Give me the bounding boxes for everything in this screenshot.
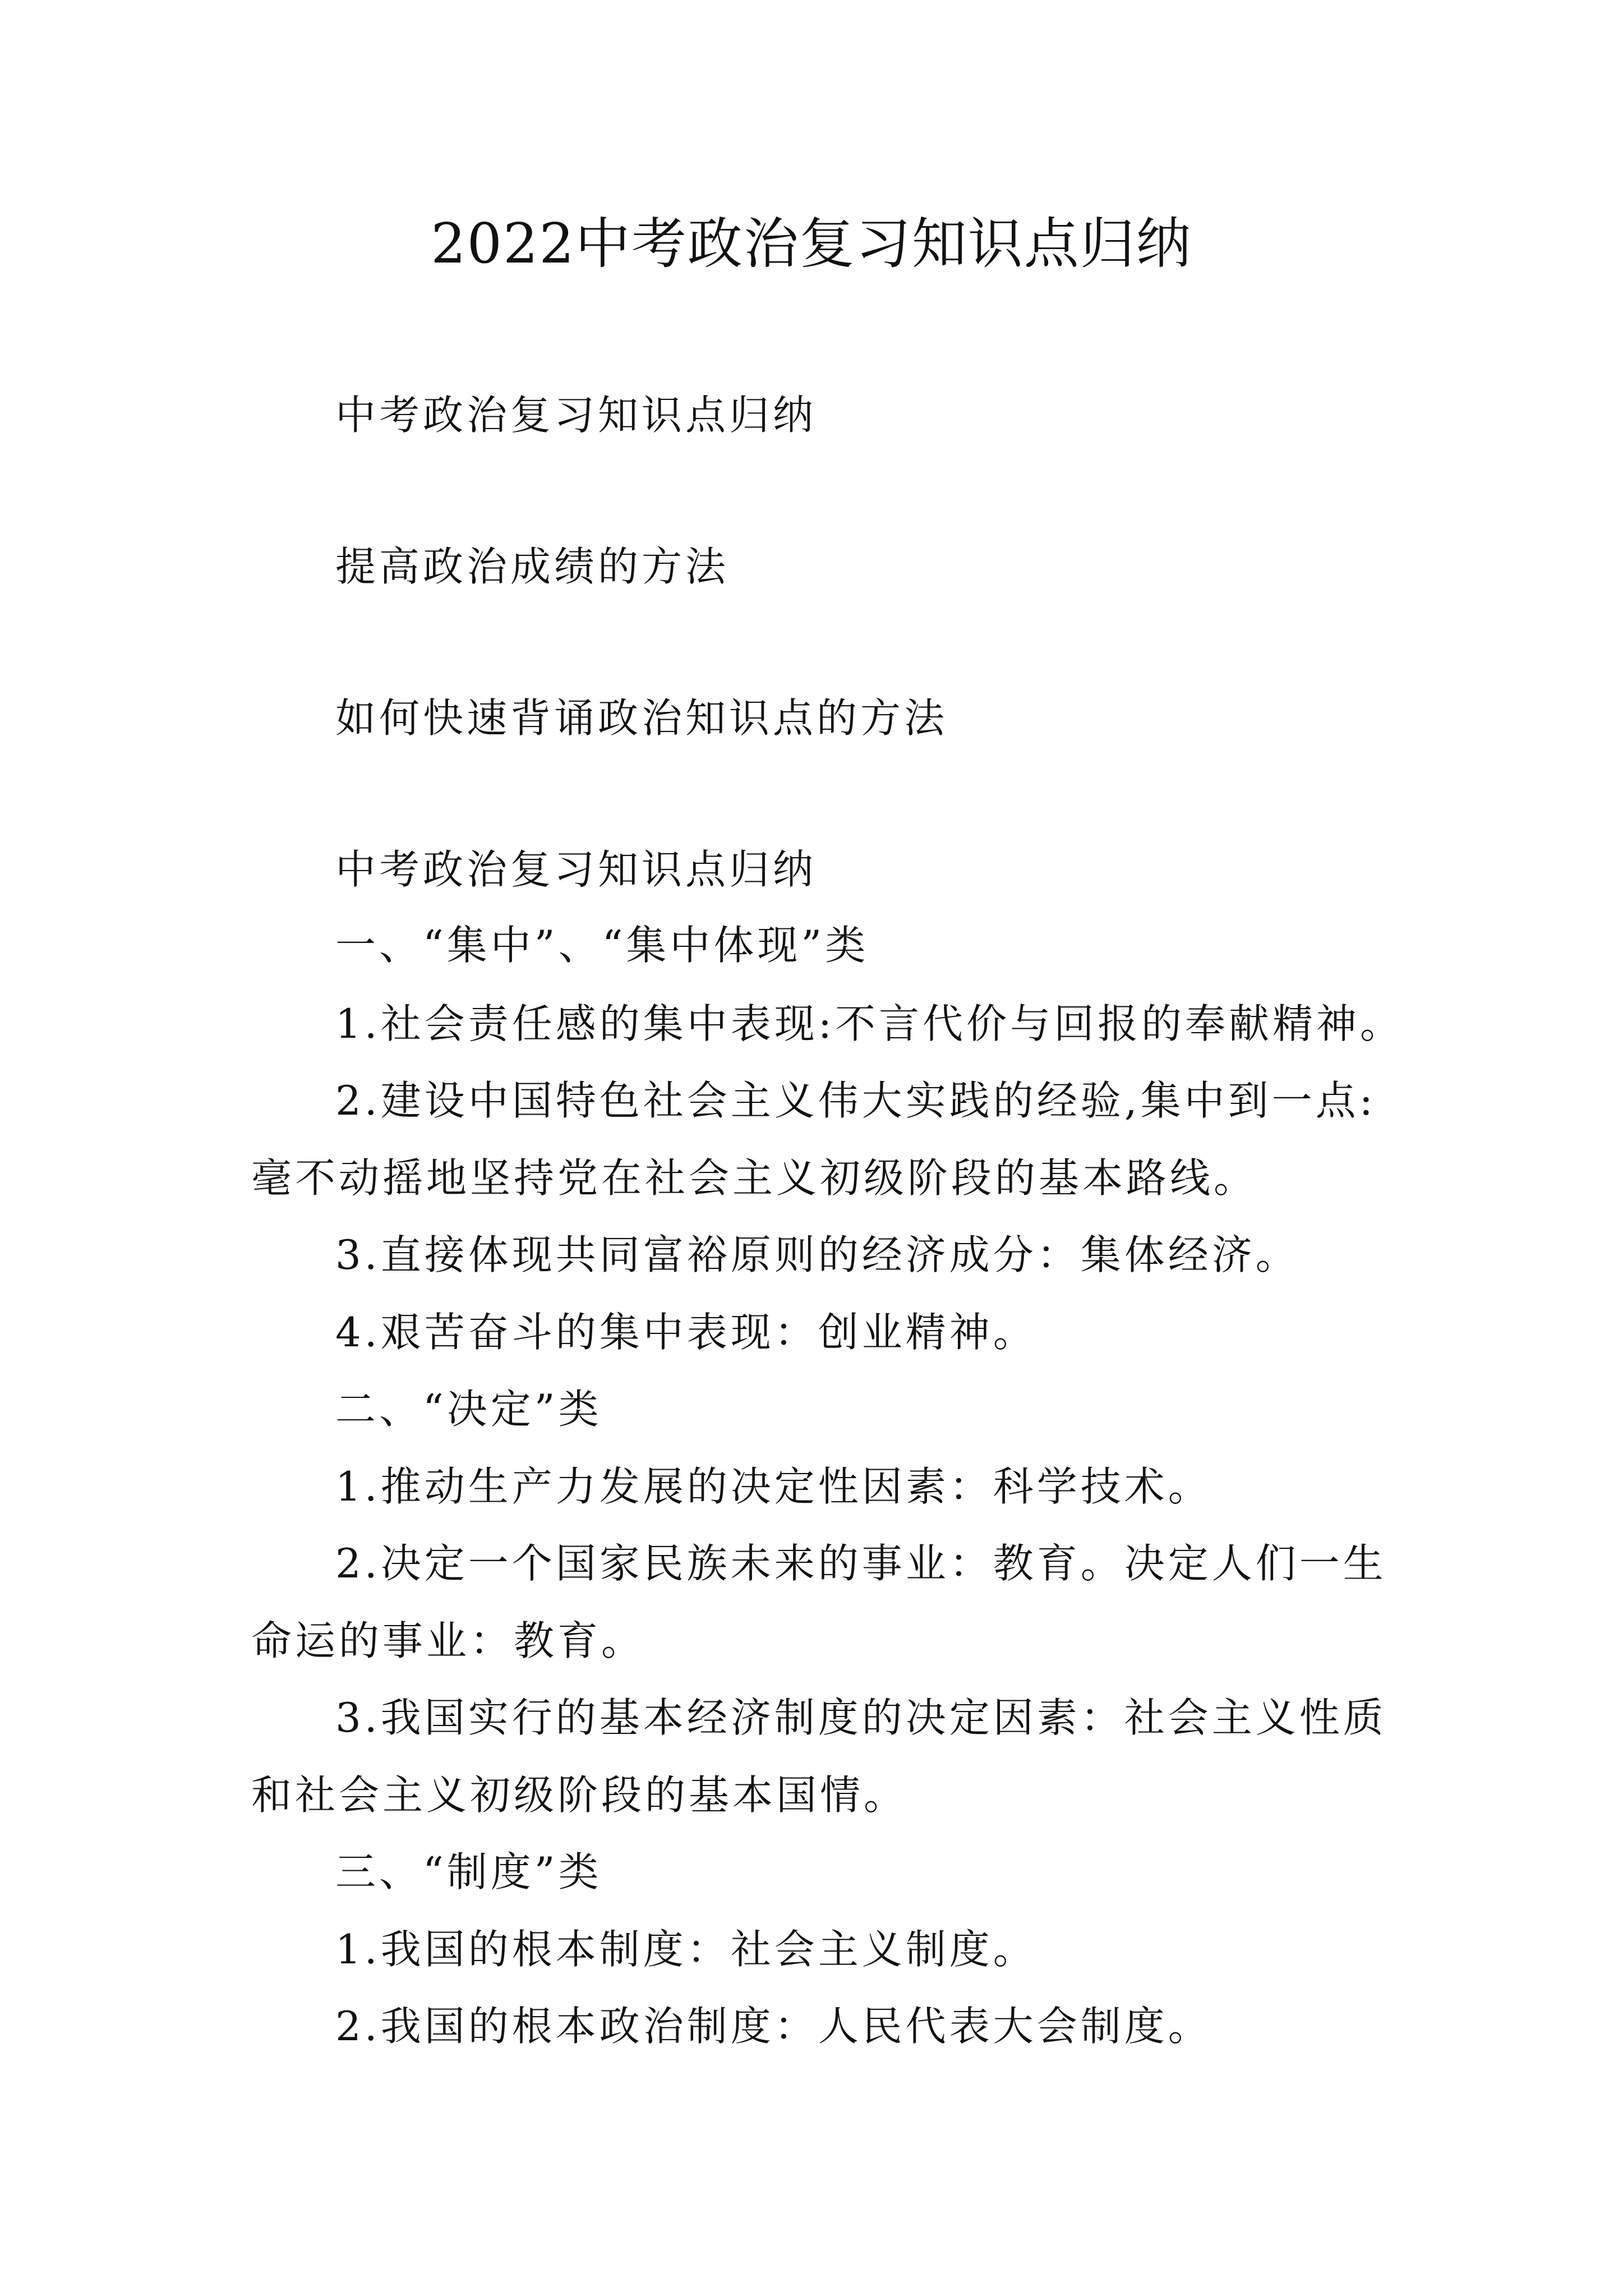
paragraph-line: 3.我国实行的基本经济制度的决定因素：社会主义性质 (335, 1694, 1387, 1741)
paragraph-line: 1.推动生产力发展的决定性因素：科学技术。 (335, 1463, 1212, 1510)
toc-item: 中考政治复习知识点归纳 (335, 392, 817, 439)
paragraph-line: 1.我国的根本制度：社会主义制度。 (335, 1926, 1037, 1973)
category-heading: 一、“集中”、“集中体现”类 (335, 922, 869, 969)
paragraph-line: 和社会主义初级阶段的基本国情。 (251, 1772, 908, 1819)
paragraph-line: 毫不动摇地坚持党在社会主义初级阶段的基本路线。 (251, 1154, 1258, 1202)
paragraph-line: 3.直接体现共同富裕原则的经济成分：集体经济。 (335, 1231, 1299, 1278)
paragraph-line: 2.决定一个国家民族未来的事业：教育。决定人们一生 (335, 1540, 1387, 1587)
toc-item: 提高政治成绩的方法 (335, 543, 730, 590)
paragraph-line: 1.社会责任感的集中表现:不言代价与回报的奉献精神。 (335, 1000, 1404, 1047)
paragraph-line: 4.艰苦奋斗的集中表现：创业精神。 (335, 1309, 1037, 1356)
category-heading: 三、“制度”类 (335, 1848, 602, 1895)
toc-item: 如何快速背诵政治知识点的方法 (335, 694, 948, 742)
document-title: 2022中考政治复习知识点归纳 (431, 212, 1192, 276)
paragraph-line: 2.我国的根本政治制度：人民代表大会制度。 (335, 2003, 1212, 2050)
paragraph-line: 命运的事业：教育。 (251, 1617, 645, 1664)
category-heading: 二、“决定”类 (335, 1386, 602, 1433)
section-heading: 中考政治复习知识点归纳 (335, 846, 817, 893)
paragraph-line: 2.建设中国特色社会主义伟大实践的经验,集中到一点: (335, 1077, 1376, 1124)
